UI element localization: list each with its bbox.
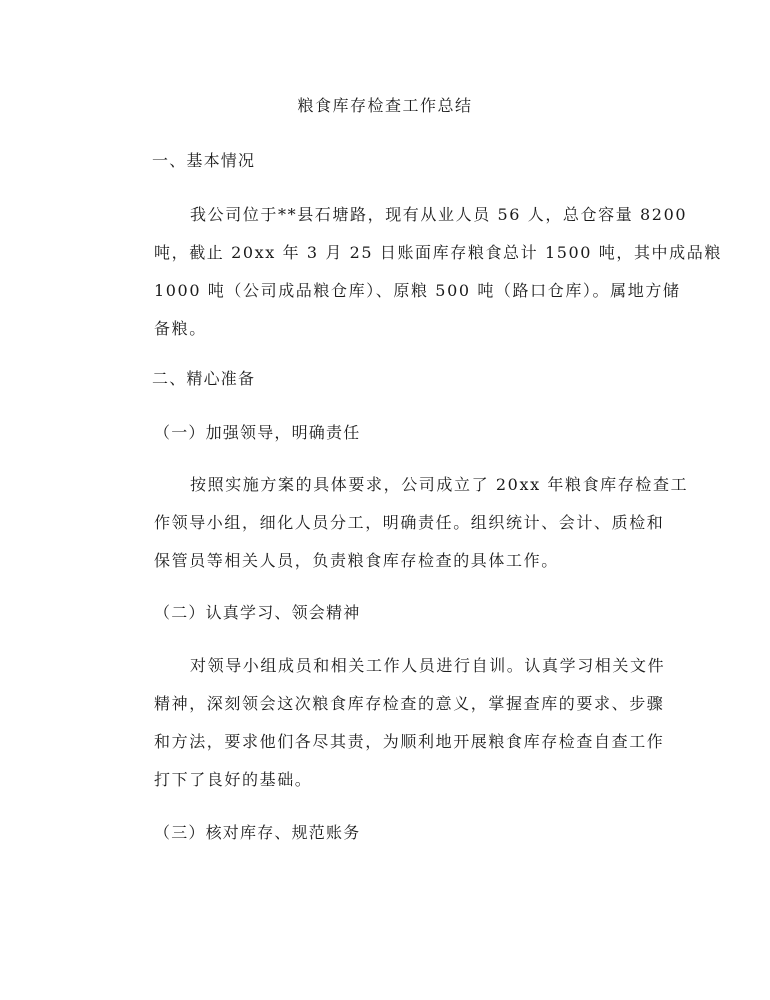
section-heading-careful-preparation: 二、精心准备 [152,369,256,388]
section-heading-basic-situation: 一、基本情况 [152,151,256,170]
subsection-heading-leadership: （一）加强领导，明确责任 [154,423,361,442]
subsection-heading-inventory-check: （三）核对库存、规范账务 [154,823,361,842]
paragraph-basic-situation [118,196,722,348]
document-title: 粮食库存检查工作总结 [297,96,473,115]
paragraph-leadership [118,466,689,580]
paragraph-line: 精神，深刻领会这次粮食库存检查的意义，掌握查库的要求、步骤 [154,694,665,713]
paragraph-line: 对领导小组成员和相关工作人员进行自训。认真学习相关文件 [190,656,666,675]
paragraph-line: 1000 吨（公司成品粮仓库）、原粮 500 吨（路口仓库）。属地方储 [154,281,681,300]
subsection-heading-study: （二）认真学习、领会精神 [154,603,361,622]
paragraph-line: 和方法，要求他们各尽其责，为顺利地开展粮食库存检查自查工作 [154,732,665,751]
paragraph-line: 打下了良好的基础。 [154,770,313,789]
paragraph-line: 我公司位于**县石塘路，现有从业人员 56 人，总仓容量 8200 [190,205,688,224]
paragraph-line: 保管员等相关人员，负责粮食库存检查的具体工作。 [154,551,559,570]
paragraph-line: 备粮。 [154,319,207,338]
paragraph-study [118,647,666,799]
paragraph-line: 按照实施方案的具体要求，公司成立了 20xx 年粮食库存检查工 [190,475,689,494]
paragraph-line: 吨，截止 20xx 年 3 月 25 日账面库存粮食总计 1500 吨，其中成品粮 [154,243,722,262]
paragraph-line: 作领导小组，细化人员分工，明确责任。组织统计、会计、质检和 [154,513,665,532]
